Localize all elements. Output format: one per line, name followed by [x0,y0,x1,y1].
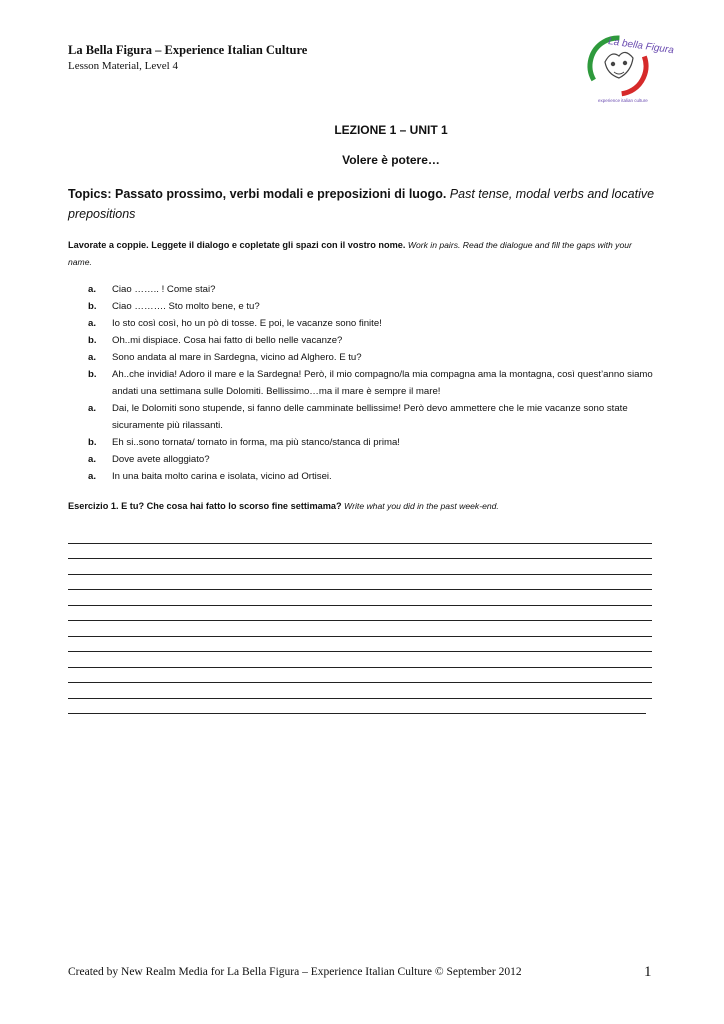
dialogue-list [88,281,660,485]
lesson-heading: LEZIONE 1 – UNIT 1 [334,123,448,137]
dialogue-text: Dai, le Dolomiti sono stupende, si fanno delle camminate bellissime! Però devo ammettere che le mie vacanze sono state sicuramente più rilassanti. [112,403,628,431]
speaker-label: b. [88,335,97,346]
page-footer: Created by New Realm Media for La Bella Figura – Experience Italian Culture © September 2012 [68,966,522,978]
speaker-label: a. [88,318,97,329]
answer-line[interactable] [68,559,652,575]
dialogue-text: In una baita molto carina e isolata, vicino ad Ortisei. [112,471,332,482]
speaker-label: b. [88,369,97,380]
dialogue-text: Io sto così così, ho un pò di tosse. E poi, le vacanze sono finite! [112,318,382,329]
answer-line[interactable] [68,544,652,560]
answer-line[interactable] [68,528,652,544]
logo-tagline: experience italian culture [598,98,648,103]
dialogue-line [88,332,660,349]
speaker-label: a. [88,284,97,295]
answer-line[interactable] [68,668,652,684]
answer-line[interactable] [68,621,652,637]
page-number: 1 [644,964,652,980]
topics-paragraph [68,184,658,224]
answer-line[interactable] [68,590,652,606]
answer-line[interactable] [68,606,652,622]
instructions-paragraph [68,237,658,271]
exercise-prompt [68,498,658,514]
answer-line[interactable] [68,575,652,591]
dialogue-text: Ah..che invidia! Adoro il mare e la Sardegna! Però, il mio compagno/la mia compagna ama la montagna, così quest’anno siamo andati una settimana sulle Dolomiti. Bellissimo…ma il mare è sempre il mare! [112,369,653,397]
speaker-label: b. [88,301,97,312]
dialogue-line [88,468,660,485]
dialogue-text: Dove avete alloggiato? [112,454,210,465]
answer-line[interactable] [68,637,652,653]
dialogue-line [88,349,660,366]
dialogue-line [88,298,660,315]
dialogue-text: Ciao …….. ! Come stai? [112,284,216,295]
topics-italic: Past tense, modal verbs and locative prepositions [68,187,655,221]
speaker-label: a. [88,454,97,465]
answer-lines [68,528,652,714]
dialogue-line [88,434,660,451]
dialogue-line [88,366,660,400]
speaker-label: a. [88,352,97,363]
dialogue-text: Oh..mi dispiace. Cosa hai fatto di bello nelle vacanze? [112,335,343,346]
logo-text: La bella Figura [607,36,675,57]
topics-bold: Topics: Passato prossimo, verbi modali e preposizioni di luogo. [68,187,447,201]
dialogue-line [88,315,660,332]
speaker-label: a. [88,403,97,414]
dialogue-text: Sono andata al mare in Sardegna, vicino ad Alghero. E tu? [112,352,362,363]
dialogue-line [88,400,660,434]
speaker-label: b. [88,437,97,448]
exercise-italic: Write what you did in the past week-end. [341,501,499,511]
answer-line[interactable] [68,652,652,668]
dialogue-text: Eh si..sono tornata/ tornato in forma, ma più stanco/stanca di prima! [112,437,400,448]
lesson-motto: Volere è potere… [342,153,440,167]
dialogue-line [88,281,660,298]
instructions-bold: Lavorate a coppie. Leggete il dialogo e copletate gli spazi con il vostro nome. [68,240,406,250]
exercise-bold: Esercizio 1. E tu? Che cosa hai fatto lo scorso fine settimama? [68,501,342,511]
document-header-subtitle: Lesson Material, Level 4 [68,60,178,72]
document-header-title: La Bella Figura – Experience Italian Culture [68,43,308,57]
speaker-label: a. [88,471,97,482]
answer-line[interactable] [68,699,646,715]
instructions-italic: Work in pairs. Read the dialogue and fill the gaps with your name. [68,240,632,267]
mask-logo-icon [578,32,675,106]
dialogue-text: Ciao ………. Sto molto bene, e tu? [112,301,260,312]
answer-line[interactable] [68,683,652,699]
dialogue-line [88,451,660,468]
